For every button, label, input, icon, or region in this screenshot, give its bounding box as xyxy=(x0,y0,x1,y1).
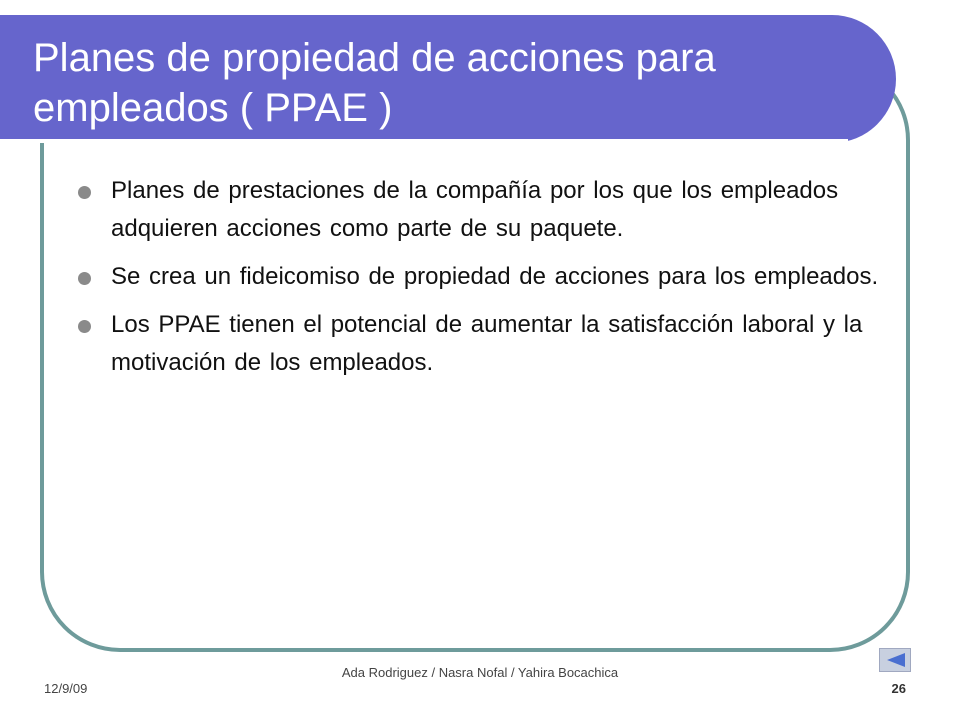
title-bar xyxy=(0,15,896,143)
bullet-text: Planes de prestaciones de la compañía por los que los empleados adquieren acciones como parte de su paquete. xyxy=(111,177,839,242)
slide-title: Planes de propiedad de acciones para empleados ( PPAE ) xyxy=(33,36,716,130)
bullet-icon xyxy=(78,320,91,333)
bullet-item xyxy=(78,258,888,296)
page-number: 26 xyxy=(891,681,906,696)
footer-date: 12/9/09 xyxy=(44,681,88,696)
bullet-item xyxy=(78,172,888,248)
bullet-icon xyxy=(78,272,91,285)
triangle-left-icon xyxy=(885,652,907,668)
bullet-text: Se crea un fideicomiso de propiedad de acciones para los empleados. xyxy=(111,263,879,290)
bullet-text: Los PPAE tienen el potencial de aumentar la satisfacción laboral y la motivación de los empleados. xyxy=(111,311,863,376)
bullet-icon xyxy=(78,186,91,199)
title-underline xyxy=(0,139,848,143)
footer-authors: Ada Rodriguez / Nasra Nofal / Yahira Bocachica xyxy=(341,665,619,680)
bullet-item xyxy=(78,306,888,382)
previous-slide-button[interactable] xyxy=(879,648,911,672)
bullet-list xyxy=(78,172,888,392)
